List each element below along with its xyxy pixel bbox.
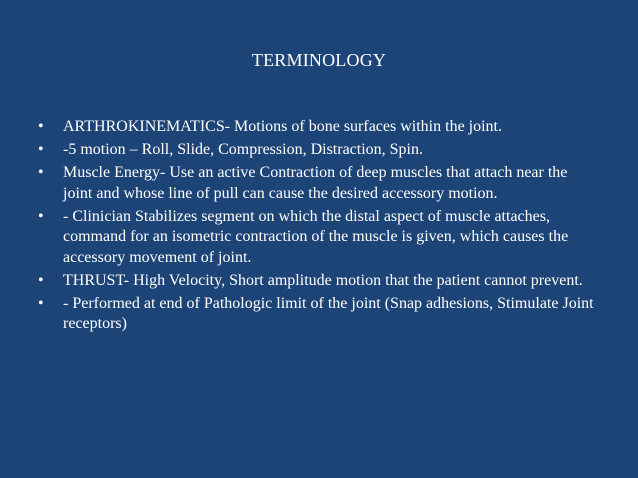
bullet-text: - Clinician Stabilizes segment on which the distal aspect of muscle attaches, command for an isometric contraction of the muscle is given, which causes the accessory movement of joint. — [63, 207, 569, 266]
bullet-marker: • — [38, 207, 44, 225]
bullet-item — [38, 207, 598, 269]
bullet-marker: • — [38, 164, 44, 181]
bullet-item — [38, 117, 598, 138]
bullet-item — [38, 294, 598, 335]
bullet-text: ARTHROKINEMATICS- Motions of bone surfaces within the joint. — [63, 118, 502, 135]
bullet-marker: • — [38, 294, 44, 312]
slide-title: TERMINOLOGY — [251, 50, 387, 70]
bullet-item — [38, 140, 598, 161]
bullet-marker: • — [38, 118, 44, 135]
bullet-item — [38, 271, 598, 292]
bullet-marker: • — [38, 141, 44, 158]
bullet-text: THRUST- High Velocity, Short amplitude motion that the patient cannot prevent. — [63, 271, 583, 289]
bullet-marker: • — [38, 271, 44, 289]
bullet-item — [38, 163, 598, 204]
bullet-list — [38, 117, 598, 337]
bullet-text: - Performed at end of Pathologic limit of the joint (Snap adhesions, Stimulate Joint receptors) — [63, 294, 594, 332]
bullet-text: -5 motion – Roll, Slide, Compression, Distraction, Spin. — [63, 141, 423, 158]
bullet-text: Muscle Energy- Use an active Contraction of deep muscles that attach near the joint and whose line of pull can cause the desired accessory motion. — [63, 164, 568, 202]
